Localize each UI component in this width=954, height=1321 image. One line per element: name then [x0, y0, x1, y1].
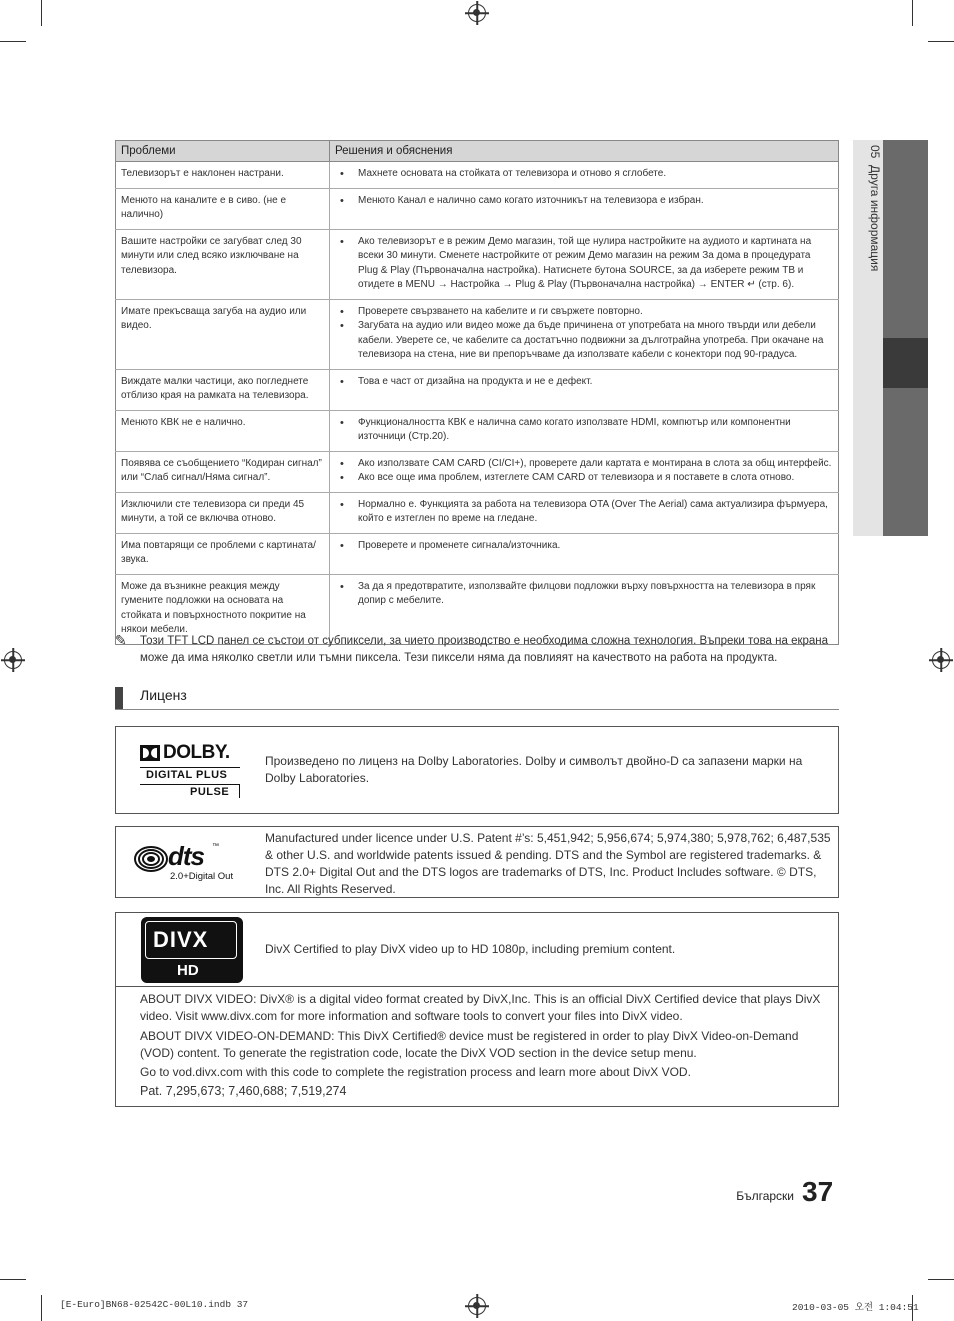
crop-mark [41, 0, 42, 26]
chapter-title: Друга информация [868, 165, 882, 272]
divx-hd: HD [177, 962, 199, 979]
dolby-line [140, 784, 240, 785]
side-tab-label [862, 145, 882, 271]
note-pencil-icon: ✎ [115, 632, 127, 648]
registration-mark-icon [468, 1297, 486, 1315]
problem-cell: Имате прекъсваща загуба на аудио или видео. [116, 299, 330, 369]
solution-cell [330, 162, 839, 189]
table-row [116, 451, 839, 492]
registration-mark-icon [468, 4, 486, 22]
note [115, 633, 839, 667]
divx-patents: Pat. 7,295,673; 7,460,688; 7,519,274 [140, 1084, 347, 1098]
dolby-double-d-icon [140, 745, 160, 761]
note-text: Този TFT LCD панел се състои от субпиксели, за чието производство е необходима сложна технология. Въпреки това на екрана може да има няколко светли или тъмни пиксела. Тези пиксели няма да повлияят на качеството на работа на продукта. [140, 635, 829, 664]
crop-mark [0, 1279, 26, 1280]
divx-certified-text: DivX Certified to play DivX video up to HD 1080p, including premium content. [265, 942, 676, 956]
problem-cell: Менюто КВК не е налично. [116, 410, 330, 451]
solution-item: • Ако използвате CAM CARD (CI/CI+), проверете дали картата е монтирана в слота за общ интерфейс. [335, 457, 833, 472]
table-row [116, 229, 839, 299]
solution-item: • Загубата на аудио или видео може да бъде причинена от употребата на много твърди или дебели кабели. Уверете се, че кабелите са достатъчно подвижни за дълготрайна употреба. При окачане на телевизора на стена, ние ви препоръчваме да използвате кабели с конектори под 90-градуса. [335, 319, 833, 363]
problem-cell: Появява се съобщението “Кодиран сигнал” или “Слаб сигнал/Няма сигнал”. [116, 451, 330, 492]
side-tab-dark [883, 388, 928, 536]
solution-item: • Ако все още има проблем, изтеглете CAM CARD от телевизора и я поставете в слота отново. [335, 471, 833, 486]
print-slug-date: 2010-03-05 오전 1:04:51 [792, 1302, 919, 1313]
footer-language: Български [736, 1189, 794, 1203]
solution-cell [330, 369, 839, 410]
divx-divider [116, 986, 838, 987]
dolby-license-text: Произведено по лиценз на Dolby Laboratories. Dolby и символът двойно-D са запазени марки на Dolby Laboratories. [265, 754, 803, 785]
header-problems: Проблеми [116, 141, 330, 162]
solution-item: • За да я предотвратите, използвайте филцови подложки върху повърхността на телевизора в пряк допир с мебелите. [335, 580, 833, 609]
problem-cell: Вашите настройки се загубват след 30 минути или след всяко изключване на телевизора. [116, 229, 330, 299]
crop-mark [928, 1279, 954, 1280]
solution-item: • Махнете основата на стойката от телевизора и отново я сглобете. [335, 167, 833, 182]
dolby-pulse: PULSE [190, 786, 230, 798]
dts-license-text: Manufactured under licence under U.S. Patent #’s: 5,451,942; 5,956,674; 5,974,380; 5,978,762; 6,487,535 & other U.S. and worldwide patents issued & pending. DTS and the Symbol are registered trademarks. & DTS 2.0+ Digital Out and the DTS logos are trademarks of DTS, Inc. Product Includes software. © DTS, Inc. All Rights Reserved. [265, 831, 831, 896]
problem-cell: Изключили сте телевизора си преди 45 минути, а той се включва отново. [116, 492, 330, 533]
crop-mark [0, 41, 26, 42]
troubleshooting-table [115, 140, 839, 645]
dolby-wordmark: DOLBY. [163, 742, 230, 763]
divx-about-vod: ABOUT DIVX VIDEO-ON-DEMAND: This DivX Certified® device must be registered in order to play DivX Video-on-Demand (VOD) content. To generate the registration code, locate the DivX VOD section in the device setup menu. [140, 1029, 799, 1060]
solution-item: • Менюто Канал е налично само когато източникът на телевизора е избран. [335, 194, 833, 209]
table-row [116, 492, 839, 533]
problem-cell: Има повтарящи се проблеми с картината/ звука. [116, 533, 330, 574]
table-row [116, 162, 839, 189]
registration-mark-icon [4, 651, 22, 669]
solution-item: • Нормално е. Функцията за работа на телевизора OTA (Over The Aerial) сама актуализира фърмуера, който е изтеглен по време на гледане. [335, 498, 833, 527]
solution-cell [330, 229, 839, 299]
dolby-logo [140, 743, 244, 799]
solution-cell [330, 410, 839, 451]
problem-cell: Може да възникне реакция между гумените подложки на основата на стойката и повърхностното покритие на някои мебели. [116, 574, 330, 644]
dts-symbol-icon [134, 845, 168, 873]
solution-item: • Проверете свързването на кабелите и ги свържете повторно. [335, 305, 833, 320]
crop-mark [912, 0, 913, 26]
solution-cell [330, 533, 839, 574]
crop-mark [41, 1295, 42, 1321]
dts-sub: 2.0+Digital Out [170, 871, 234, 882]
table-row [116, 299, 839, 369]
dts-trademark: ™ [212, 843, 219, 850]
solution-cell [330, 492, 839, 533]
section-marker [115, 687, 123, 709]
chapter-number: 05 [868, 145, 882, 159]
table-header-row [116, 141, 839, 162]
dts-wordmark: dts [168, 841, 204, 871]
page-number: 37 [802, 1176, 834, 1207]
print-slug-file: [E-Euro]BN68-02542C-00L10.indb 37 [60, 1299, 249, 1310]
problem-cell: Менюто на каналите е в сиво. (не е налично) [116, 188, 330, 229]
solution-item: • Проверете и променете сигнала/източника. [335, 539, 833, 554]
solution-cell [330, 299, 839, 369]
dolby-line [140, 767, 240, 768]
section-title: Лиценз [140, 687, 187, 703]
table-row [116, 410, 839, 451]
section-divider [115, 709, 839, 710]
crop-mark [928, 41, 954, 42]
solution-item: • Функционалността КВК е налична само когато използвате HDMI, компютър или компонентни източници (Стр.20). [335, 416, 833, 445]
divx-logo [141, 917, 243, 983]
problem-cell: Виждате малки частици, ако погледнете отблизо края на рамката на телевизора. [116, 369, 330, 410]
table-row [116, 188, 839, 229]
problem-cell: Телевизорът е наклонен настрани. [116, 162, 330, 189]
header-solutions: Решения и обяснения [330, 141, 839, 162]
side-tab-current-chapter [883, 338, 928, 388]
divx-license-box [115, 912, 839, 1107]
divx-registration: Go to vod.divx.com with this code to complete the registration process and learn more about DivX VOD. [140, 1065, 691, 1079]
registration-mark-icon [932, 651, 950, 669]
table-row [116, 533, 839, 574]
solution-item: • Ако телевизорът е в режим Демо магазин, той ще нулира настройките на аудиото и картината на всеки 30 минути. Сменете настройките от режим Демо магазин на режим За дома в процедурата Plug & Play (Първоначална настройка). Натиснете бутона SOURCE, за да изберете режим ТВ и отидете в MENU → Настройка → Plug & Play (Първоначална настройка) → ENTER ↵ (стр. 6). [335, 235, 833, 293]
solution-cell [330, 188, 839, 229]
table-row [116, 369, 839, 410]
dolby-digital-plus: DIGITAL PLUS [146, 769, 228, 781]
divx-about-video: ABOUT DIVX VIDEO: DivX® is a digital video format created by DivX,Inc. This is an official DivX Certified device that plays DivX video. Visit www.divx.com for more information and software tools to convert your files into DivX video. [140, 992, 821, 1023]
dts-license-box [115, 826, 839, 898]
dts-logo [134, 841, 242, 885]
divx-wordmark: DIVX [153, 927, 209, 952]
side-tab-dark [883, 140, 928, 338]
dolby-license-box [115, 726, 839, 814]
solution-cell [330, 451, 839, 492]
solution-item: • Това е част от дизайна на продукта и не е дефект. [335, 375, 833, 390]
